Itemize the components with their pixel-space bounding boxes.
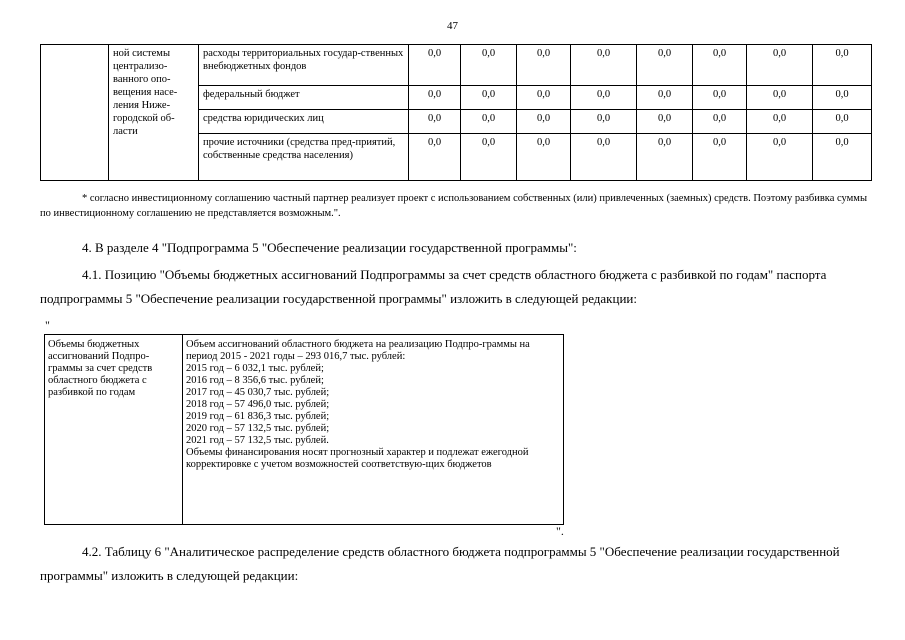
paragraph-4: 4. В разделе 4 "Подпрограмма 5 "Обеспечение реализации государственной программы": [82,240,577,255]
source-cell: федеральный бюджет [199,86,409,110]
passport-line: Объемы финансирования носят прогнозный характер и подлежат ежегодной корректировке с учетом возможностей соответствую-щих бюджетов [186,447,529,470]
value-cell: 0,0 [571,45,637,86]
value-cell: 0,0 [571,134,637,181]
paragraph-4-2: 4.2. Таблицу 6 "Аналитическое распределение средств областного бюджета подпрограммы 5 "Обеспечение реализации государственной программы" изложить в следующей редакции: [40,544,840,583]
opening-quote: " [45,318,50,332]
value-cell: 0,0 [813,45,872,86]
page-number: 47 [447,20,458,32]
passport-table [44,334,564,525]
value-cell: 0,0 [747,45,813,86]
value-cell: 0,0 [747,110,813,134]
passport-line: 2016 год – 8 356,6 тыс. рублей; [186,375,324,386]
value-cell: 0,0 [517,110,571,134]
value-cell: 0,0 [637,86,693,110]
value-cell: 0,0 [813,110,872,134]
value-cell: 0,0 [461,86,517,110]
empty-number-cell [41,45,109,181]
value-cell: 0,0 [693,110,747,134]
passport-line: 2021 год – 57 132,5 тыс. рублей. [186,435,329,446]
value-cell: 0,0 [571,86,637,110]
value-cell: 0,0 [409,45,461,86]
value-cell: 0,0 [637,110,693,134]
financing-table [40,44,872,181]
passport-content-cell [183,335,564,525]
value-cell: 0,0 [747,86,813,110]
program-name-cell: ной системы централизо-ванного опо-вещения насе-ления Ниже-городской об-ласти [109,45,199,181]
value-cell: 0,0 [693,45,747,86]
value-cell: 0,0 [517,45,571,86]
value-cell: 0,0 [637,45,693,86]
source-cell: средства юридических лиц [199,110,409,134]
source-cell: прочие источники (средства пред-приятий, собственные средства населения) [199,134,409,181]
value-cell: 0,0 [813,134,872,181]
value-cell: 0,0 [517,134,571,181]
passport-line: 2015 год – 6 032,1 тыс. рублей; [186,363,324,374]
table-row [41,45,872,86]
value-cell: 0,0 [571,110,637,134]
value-cell: 0,0 [461,110,517,134]
value-cell: 0,0 [409,134,461,181]
table-row [45,335,564,525]
closing-quote: ". [556,524,564,538]
passport-line: 2019 год – 61 836,3 тыс. рублей; [186,411,330,422]
paragraph-4-1: 4.1. Позицию "Объемы бюджетных ассигнований Подпрограммы за счет средств областного бюджета с разбивкой по годам" паспорта подпрограммы 5 "Обеспечение реализации государственной программы" изложить в следующей редакции: [40,267,827,306]
value-cell: 0,0 [461,45,517,86]
value-cell: 0,0 [409,86,461,110]
passport-line: 2017 год – 45 030,7 тыс. рублей; [186,387,330,398]
value-cell: 0,0 [693,86,747,110]
value-cell: 0,0 [637,134,693,181]
value-cell: 0,0 [517,86,571,110]
passport-line: 2020 год – 57 132,5 тыс. рублей; [186,423,330,434]
passport-line: 2018 год – 57 496,0 тыс. рублей; [186,399,330,410]
value-cell: 0,0 [693,134,747,181]
value-cell: 0,0 [747,134,813,181]
value-cell: 0,0 [409,110,461,134]
value-cell: 0,0 [813,86,872,110]
footnote: * согласно инвестиционному соглашению частный партнер реализует проект с использованием собственных (или) привлеченных (заемных) средств. Поэтому разбивка суммы по инвестиционному соглашению не представляется возможным.". [40,193,868,219]
passport-label-cell: Объемы бюджетных ассигнований Подпро-граммы за счет средств областного бюджета с разбивкой по годам [45,335,183,525]
passport-line: Объем ассигнований областного бюджета на реализацию Подпро-граммы на период 2015 - 2021 годы – 293 016,7 тыс. рублей: [186,339,530,362]
source-cell: расходы территориальных государ-ственных внебюджетных фондов [199,45,409,86]
value-cell: 0,0 [461,134,517,181]
